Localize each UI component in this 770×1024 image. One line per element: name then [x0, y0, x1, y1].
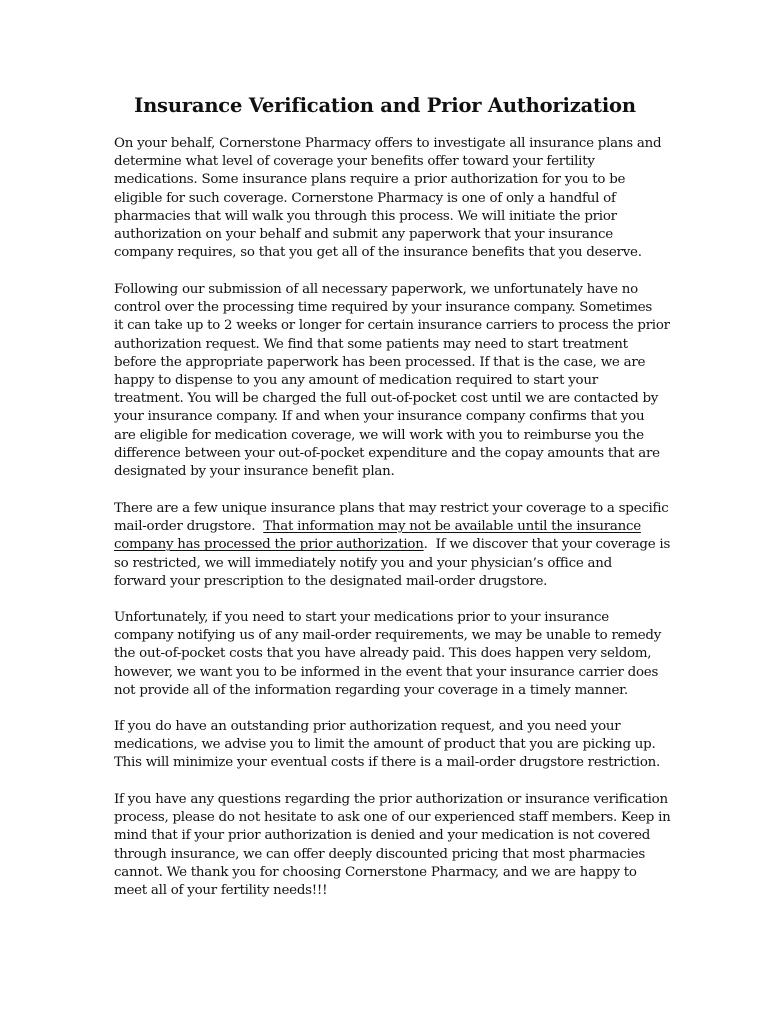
- underlined-notice: company has processed the prior authorization: [114, 537, 424, 553]
- text-line: determine what level of coverage your benefits offer toward your fertility: [114, 154, 595, 170]
- text-line: it can take up to 2 weeks or longer for certain insurance carriers to process the prior: [114, 318, 670, 334]
- text-line: company requires, so that you get all of the insurance benefits that you deserve.: [114, 245, 642, 261]
- text-line: On your behalf, Cornerstone Pharmacy offers to investigate all insurance plans and: [114, 136, 662, 151]
- text-line: forward your prescription to the designated mail-order drugstore.: [114, 573, 548, 589]
- text-line: medications. Some insurance plans require a prior authorization for you to be: [114, 172, 626, 188]
- text-line: your insurance company. If and when your insurance company confirms that you: [114, 409, 645, 425]
- text-line: [114, 536, 671, 554]
- paragraph-processing-time: [114, 281, 670, 481]
- text-line: cannot. We thank you for choosing Cornerstone Pharmacy, and we are happy to: [114, 864, 637, 880]
- text-line: control over the processing time required by your insurance company. Sometimes: [114, 300, 653, 316]
- page-title: Insurance Verification and Prior Authorization: [134, 94, 636, 117]
- text-line: not provide all of the information regarding your coverage in a timely manner.: [114, 682, 628, 698]
- text-line: company notifying us of any mail-order requirements, we may be unable to remedy: [114, 628, 662, 644]
- text-line: If you have any questions regarding the prior authorization or insurance verification: [114, 792, 668, 807]
- text-segment: . If we discover that your coverage is: [423, 537, 671, 553]
- text-line: are eligible for medication coverage, we will work with you to reimburse you the: [114, 427, 644, 443]
- text-line: Following our submission of all necessary paperwork, we unfortunately have no: [114, 282, 638, 297]
- text-line: designated by your insurance benefit plan.: [114, 463, 395, 479]
- text-line: process, please do not hesitate to ask one of our experienced staff members. Keep in: [114, 810, 671, 826]
- text-line: authorization request. We find that some patients may need to start treatment: [114, 336, 628, 352]
- text-line: [114, 518, 662, 536]
- paragraph-out-of-pocket: [114, 609, 662, 700]
- paragraph-mail-order-restriction: [114, 500, 671, 591]
- text-line: meet all of your fertility needs!!!: [114, 882, 328, 898]
- text-line: difference between your out-of-pocket expenditure and the copay amounts that are: [114, 445, 660, 461]
- text-line: eligible for such coverage. Cornerstone Pharmacy is one of only a handful of: [114, 190, 616, 206]
- text-segment: mail-order drugstore.: [114, 519, 264, 535]
- text-line: through insurance, we can offer deeply discounted pricing that most pharmacies: [114, 846, 645, 862]
- text-line: treatment. You will be charged the full out-of-pocket cost until we are contacted by: [114, 391, 659, 407]
- text-line: so restricted, we will immediately notify you and your physician’s office and: [114, 555, 612, 571]
- text-line: There are a few unique insurance plans that may restrict your coverage to a specific: [114, 501, 669, 516]
- paragraph-pharmacy-offer: [114, 135, 662, 262]
- text-line: however, we want you to be informed in the event that your insurance carrier does: [114, 664, 659, 680]
- paragraph-questions-closing: [114, 791, 671, 900]
- text-line: authorization on your behalf and submit any paperwork that your insurance: [114, 226, 613, 242]
- text-line: If you do have an outstanding prior authorization request, and you need your: [114, 719, 621, 734]
- text-line: medications, we advise you to limit the amount of product that you are picking up.: [114, 737, 656, 753]
- text-line: This will minimize your eventual costs if there is a mail-order drugstore restriction.: [114, 755, 661, 771]
- text-line: the out-of-pocket costs that you have already paid. This does happen very seldom,: [114, 646, 652, 662]
- text-line: pharmacies that will walk you through this process. We will initiate the prior: [114, 208, 617, 224]
- text-line: Unfortunately, if you need to start your medications prior to your insurance: [114, 610, 609, 625]
- paragraph-outstanding-request: [114, 718, 662, 773]
- text-line: before the appropriate paperwork has been processed. If that is the case, we are: [114, 354, 646, 370]
- underlined-notice: That information may not be available until the insurance: [263, 519, 641, 535]
- text-line: happy to dispense to you any amount of medication required to start your: [114, 372, 598, 388]
- text-line: mind that if your prior authorization is denied and your medication is not covered: [114, 828, 651, 844]
